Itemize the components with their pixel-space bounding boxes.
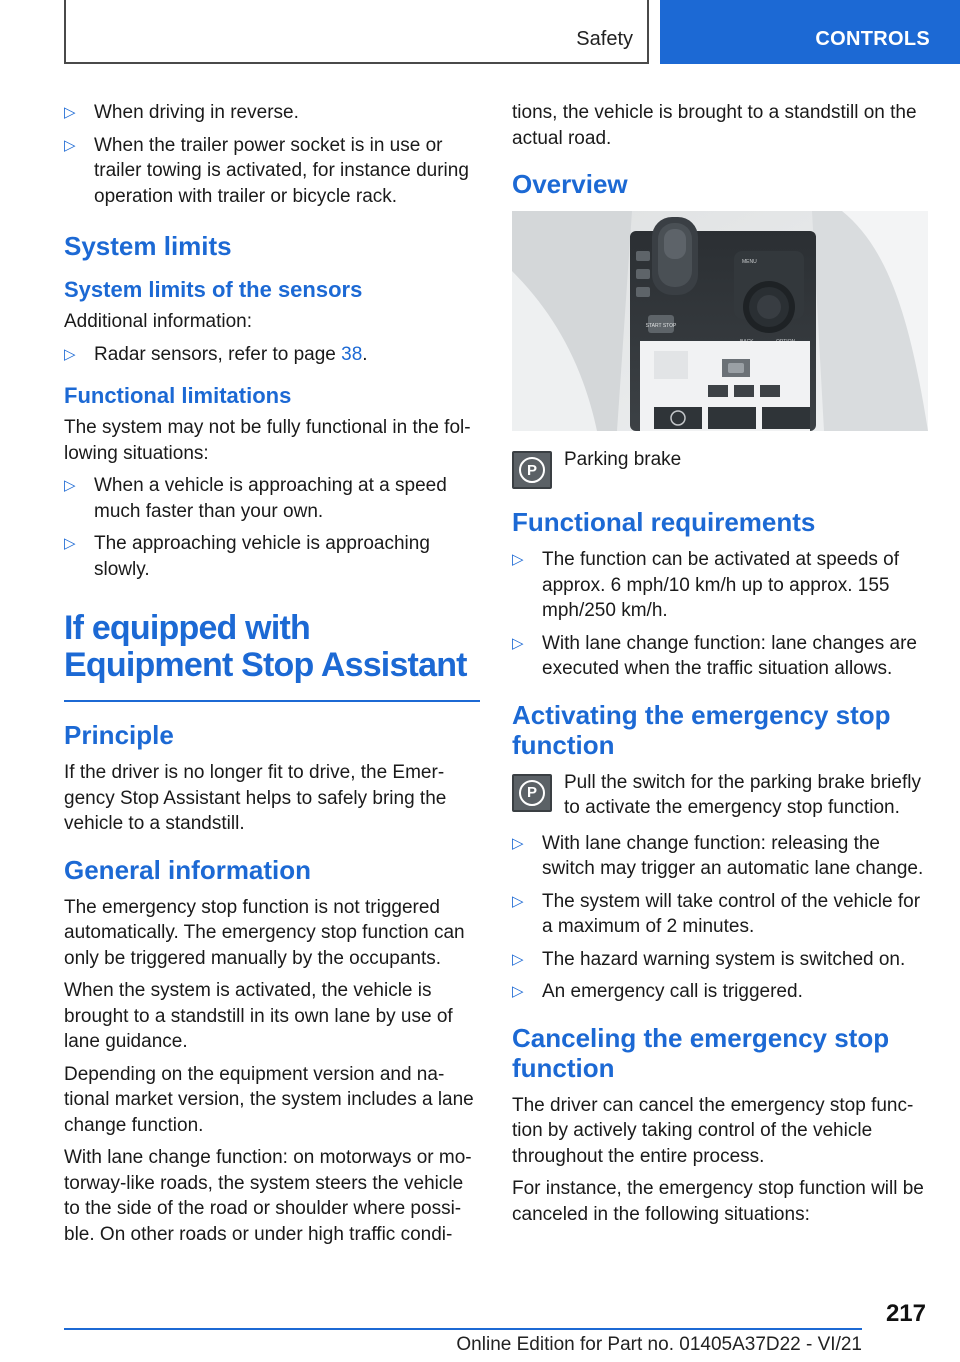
start-stop-label: START STOP	[645, 323, 677, 329]
parking-brake-icon: P	[512, 774, 552, 812]
triangle-bullet-icon: ▷	[64, 136, 76, 154]
general-paragraph: When the system is activated, the vehicle is brought to a standstill in its own lane by use of lane guidance.	[64, 980, 453, 1052]
list-item: ▷ With lane change function: releasing the switch may trigger an automatic lane change.	[512, 832, 924, 879]
triangle-bullet-icon: ▷	[512, 950, 524, 968]
heading-overview: Overview	[512, 169, 628, 199]
cancel-paragraph: For instance, the emergency stop function will be canceled in the following situations:	[512, 1178, 924, 1225]
heading-activating: Activating the emergency stop function	[512, 699, 891, 760]
list-item: ▷ The system will take control of the vehicle for a maximum of 2 minutes.	[512, 890, 921, 937]
list-item: ▷ The approaching vehicle is approaching slowly.	[64, 533, 430, 580]
activate-text: Pull the switch for the parking brake briefly to activate the emergency stop function.	[564, 771, 921, 818]
list-item: ▷ The hazard warning system is switched on.	[512, 947, 928, 973]
triangle-bullet-icon: ▷	[512, 551, 524, 568]
bullet-list-top	[64, 100, 480, 209]
continued-text: tions, the vehicle is brought to a standstill on the actual road.	[512, 102, 917, 149]
triangle-bullet-icon: ▷	[64, 535, 76, 552]
triangle-bullet-icon: ▷	[64, 345, 76, 363]
center-console-image	[512, 211, 928, 431]
heading-principle: Principle	[64, 720, 174, 750]
parking-brake-legend	[512, 447, 928, 489]
heading-general-information: General information	[64, 854, 312, 885]
limitations-intro: The system may not be fully functional in the fol-lowing situations:	[64, 417, 471, 464]
center-console-illustration	[512, 211, 928, 431]
cancel-paragraph: The driver can cancel the emergency stop func-tion by actively taking control of the vehicle throughout the entire process.	[512, 1094, 914, 1167]
triangle-bullet-icon: ▷	[512, 634, 524, 652]
triangle-bullet-icon: ▷	[512, 834, 524, 852]
menu-label: MENU	[742, 259, 757, 265]
page-reference-link[interactable]: 38	[341, 343, 363, 365]
right-column	[512, 100, 928, 1234]
list-item: ▷ Radar sensors, refer to page 38.	[64, 342, 480, 368]
general-paragraph: Depending on the equipment version and na-tional market version, the system includes a lane change function.	[64, 1063, 474, 1136]
footer-edition: Online Edition for Part no. 01405A37D22 - VI/21	[456, 1334, 862, 1355]
bullet-list-sensors	[64, 342, 480, 368]
heading-system-limits: System limits	[64, 231, 232, 261]
header-section-box	[64, 0, 649, 64]
page-number: 217	[885, 1300, 926, 1327]
list-item: ▷ When driving in reverse.	[64, 100, 480, 126]
heading-canceling: Canceling the emergency stop function	[512, 1022, 890, 1083]
principle-text: If the driver is no longer fit to drive, the Emer-gency Stop Assistant helps to safely bring the vehicle to a standstill.	[64, 762, 447, 834]
list-item: ▷ The function can be activated at speeds of approx. 6 mph/10 km/h up to approx. 155 mph/250 km/h.	[512, 549, 900, 621]
general-paragraph: The emergency stop function is not triggered automatically. The emergency stop function can only be triggered manually by the occupants.	[64, 896, 465, 969]
list-item: ▷ With lane change function: lane changes are executed when the traffic situation allows.	[512, 632, 917, 679]
additional-info-text: Additional information:	[64, 311, 252, 332]
triangle-bullet-icon: ▷	[64, 477, 76, 494]
activate-instruction	[512, 770, 928, 821]
bullet-list-limitations	[64, 473, 480, 582]
bullet-list-requirements	[512, 547, 928, 682]
bullet-list-activation	[512, 831, 928, 1005]
heading-sensor-limits: System limits of the sensors	[64, 277, 363, 302]
heading-functional-limitations: Functional limitations	[64, 383, 292, 408]
parking-brake-icon: P	[512, 451, 552, 489]
triangle-bullet-icon: ▷	[512, 892, 524, 910]
list-item: ▷ When a vehicle is approaching at a speed much faster than your own.	[64, 475, 447, 522]
triangle-bullet-icon: ▷	[64, 104, 76, 121]
general-paragraph: With lane change function: on motorways or mo-torway-like roads, the system steers the vehicle to the side of the road or shoulder where possi-ble. On other roads or under high traffic condi-	[64, 1147, 472, 1245]
header-section-title: Safety	[576, 28, 633, 50]
footer-divider	[64, 1328, 862, 1330]
list-item: ▷ An emergency call is triggered.	[512, 979, 928, 1005]
header-chapter-title: CONTROLS	[815, 28, 930, 50]
left-column	[64, 100, 480, 1254]
triangle-bullet-icon: ▷	[512, 983, 524, 1000]
parking-brake-label: Parking brake	[564, 449, 682, 470]
heading-divider	[64, 700, 480, 702]
header-chapter-tab[interactable]	[660, 0, 960, 64]
heading-functional-requirements: Functional requirements	[512, 507, 816, 537]
heading-main-section: If equipped with Equipment Stop Assistant	[64, 609, 467, 684]
list-item: ▷ When the trailer power socket is in use or trailer towing is activated, for instance during operation with trailer or bicycle rack.	[64, 134, 469, 207]
